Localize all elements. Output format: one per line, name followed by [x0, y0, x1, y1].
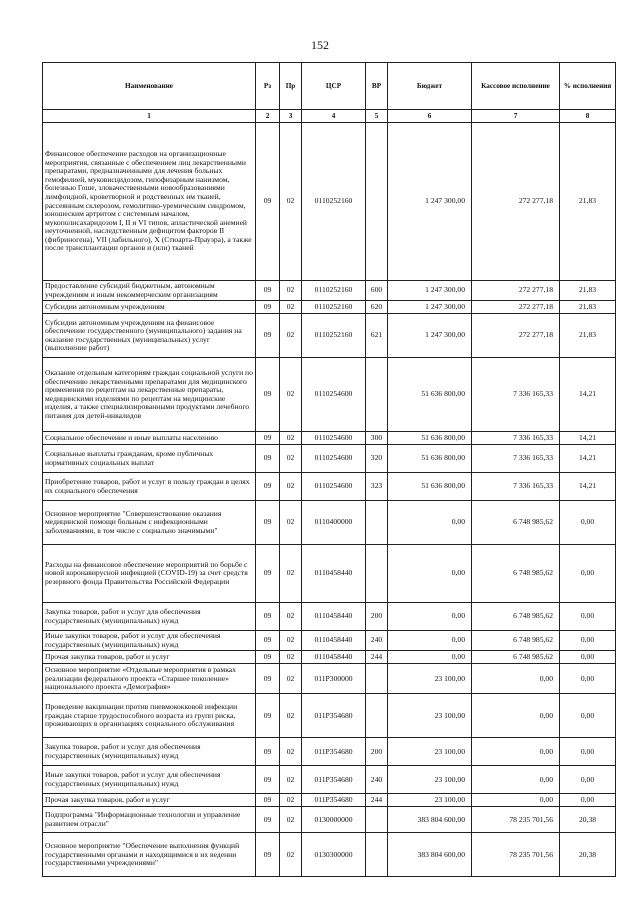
row-name: Закупка товаров, работ и услуг для обеспечения государственных (муниципальных) нужд: [43, 603, 256, 631]
row-target-article: 0110458440: [302, 603, 366, 631]
row-subsection: 02: [280, 358, 302, 432]
row-expense-type: 240: [366, 766, 388, 794]
row-subsection: 02: [280, 545, 302, 603]
row-budget: 0,00: [388, 651, 472, 664]
row-name: Приобретение товаров, работ и услуг в пользу граждан в целях их социального обеспечения: [43, 473, 256, 501]
row-subsection: 02: [280, 123, 302, 281]
row-cash-execution: 0,00: [472, 664, 560, 694]
row-name: Основное мероприятие "Обеспечение выполнения функций государственными органами и находящимися в их ведении государственными учреждениями": [43, 833, 256, 877]
column-number: 5: [366, 110, 388, 123]
row-name: Основное мероприятие "Совершенствование оказания медицинской помощи больным с инфекционными заболеваниями, в том числе с социально значимыми": [43, 501, 256, 545]
row-execution-percent: 21,83: [560, 301, 616, 314]
row-subsection: 02: [280, 651, 302, 664]
row-section: 09: [256, 631, 280, 651]
row-section: 09: [256, 473, 280, 501]
table-row: [43, 664, 616, 694]
row-execution-percent: 0,00: [560, 631, 616, 651]
table-row: [43, 432, 616, 445]
row-name: Подпрограмма "Информационные технологии и управление развитием отрасли": [43, 807, 256, 833]
row-execution-percent: 0,00: [560, 664, 616, 694]
column-number-row: [43, 110, 616, 123]
row-execution-percent: 21,83: [560, 281, 616, 301]
row-section: 09: [256, 807, 280, 833]
row-subsection: 02: [280, 833, 302, 877]
row-expense-type: [366, 501, 388, 545]
row-subsection: 02: [280, 766, 302, 794]
row-target-article: 0110254600: [302, 473, 366, 501]
row-expense-type: [366, 358, 388, 432]
page-number: 152: [311, 38, 329, 52]
row-budget: 23 100,00: [388, 694, 472, 738]
row-name: Субсидии автономным учреждениям на финансовое обеспечение государственного (муниципального) задания на оказание государственных (муниципальных) услуг (выполнение работ): [43, 314, 256, 358]
table-row: [43, 501, 616, 545]
table-row: [43, 738, 616, 766]
row-section: 09: [256, 738, 280, 766]
row-target-article: 0130000000: [302, 807, 366, 833]
column-number: 4: [302, 110, 366, 123]
table-row: [43, 603, 616, 631]
row-subsection: 02: [280, 281, 302, 301]
row-name: Прочая закупка товаров, работ и услуг: [43, 651, 256, 664]
header-budget: Бюджет: [388, 63, 472, 110]
row-expense-type: 320: [366, 445, 388, 473]
row-subsection: 02: [280, 807, 302, 833]
row-cash-execution: 272 277,18: [472, 301, 560, 314]
row-target-article: 0110252160: [302, 314, 366, 358]
table-row: [43, 833, 616, 877]
row-target-article: 0110254600: [302, 358, 366, 432]
row-cash-execution: 7 336 165,33: [472, 358, 560, 432]
row-cash-execution: 272 277,18: [472, 123, 560, 281]
row-target-article: 0110400000: [302, 501, 366, 545]
row-execution-percent: 0,00: [560, 651, 616, 664]
row-budget: 51 636 800,00: [388, 473, 472, 501]
row-target-article: 0110254600: [302, 432, 366, 445]
row-target-article: 0110252160: [302, 301, 366, 314]
table-row: [43, 445, 616, 473]
row-name: Субсидии автономным учреждениям: [43, 301, 256, 314]
row-expense-type: 200: [366, 603, 388, 631]
row-cash-execution: 272 277,18: [472, 314, 560, 358]
row-cash-execution: 0,00: [472, 766, 560, 794]
row-budget: 1 247 300,00: [388, 281, 472, 301]
column-number: 1: [43, 110, 256, 123]
table-row: [43, 314, 616, 358]
header-name: Наименование: [43, 63, 256, 110]
table-body: [43, 123, 616, 877]
row-subsection: 02: [280, 738, 302, 766]
table-row: [43, 766, 616, 794]
row-section: 09: [256, 545, 280, 603]
row-target-article: 011P354680: [302, 766, 366, 794]
row-budget: 51 636 800,00: [388, 358, 472, 432]
row-section: 09: [256, 301, 280, 314]
row-expense-type: [366, 833, 388, 877]
column-number: 6: [388, 110, 472, 123]
row-name: Оказание отдельным категориям граждан социальной услуги по обеспечению лекарственными препаратами для медицинского применения по рецептам на лекарственные препараты, медицинскими изделиями по рецептам на медицинские изделия, а также специализированными продуктами лечебного питания для детей-инвалидов: [43, 358, 256, 432]
row-section: 09: [256, 123, 280, 281]
row-budget: 0,00: [388, 631, 472, 651]
row-expense-type: 300: [366, 432, 388, 445]
row-cash-execution: 272 277,18: [472, 281, 560, 301]
row-execution-percent: 0,00: [560, 603, 616, 631]
row-subsection: 02: [280, 473, 302, 501]
row-subsection: 02: [280, 432, 302, 445]
row-name: Закупка товаров, работ и услуг для обеспечения государственных (муниципальных) нужд: [43, 738, 256, 766]
row-target-article: 0110252160: [302, 123, 366, 281]
row-execution-percent: 20,38: [560, 807, 616, 833]
row-cash-execution: 6 748 985,62: [472, 651, 560, 664]
column-number: 8: [560, 110, 616, 123]
row-cash-execution: 6 748 985,62: [472, 603, 560, 631]
row-name: Проведение вакцинации против пневмококковой инфекции граждан старше трудоспособного возраста из групп риска, проживающих в организациях социального обслуживания: [43, 694, 256, 738]
row-section: 09: [256, 432, 280, 445]
row-execution-percent: 0,00: [560, 766, 616, 794]
row-execution-percent: 0,00: [560, 501, 616, 545]
row-expense-type: [366, 807, 388, 833]
row-execution-percent: 14,21: [560, 432, 616, 445]
row-budget: 23 100,00: [388, 766, 472, 794]
row-name: Прочая закупка товаров, работ и услуг: [43, 794, 256, 807]
row-section: 09: [256, 694, 280, 738]
row-expense-type: [366, 545, 388, 603]
table-row: [43, 694, 616, 738]
row-budget: 1 247 300,00: [388, 314, 472, 358]
row-cash-execution: 6 748 985,62: [472, 501, 560, 545]
row-name: Социальные выплаты гражданам, кроме публичных нормативных социальных выплат: [43, 445, 256, 473]
budget-execution-table: [42, 62, 616, 877]
row-target-article: 0110458440: [302, 545, 366, 603]
row-target-article: 011P300000: [302, 664, 366, 694]
row-target-article: 0110252160: [302, 281, 366, 301]
row-expense-type: 323: [366, 473, 388, 501]
table-row: [43, 281, 616, 301]
row-subsection: 02: [280, 314, 302, 358]
row-execution-percent: 14,21: [560, 473, 616, 501]
header-row: [43, 63, 616, 110]
row-budget: 0,00: [388, 501, 472, 545]
row-section: 09: [256, 281, 280, 301]
row-cash-execution: 6 748 985,62: [472, 545, 560, 603]
table-row: [43, 301, 616, 314]
row-expense-type: 600: [366, 281, 388, 301]
row-budget: 23 100,00: [388, 738, 472, 766]
row-target-article: 011P354680: [302, 794, 366, 807]
table-row: [43, 123, 616, 281]
row-subsection: 02: [280, 664, 302, 694]
row-section: 09: [256, 794, 280, 807]
row-expense-type: 240: [366, 631, 388, 651]
column-number: 2: [256, 110, 280, 123]
header-csr: ЦСР: [302, 63, 366, 110]
row-expense-type: [366, 664, 388, 694]
row-execution-percent: 0,00: [560, 794, 616, 807]
row-execution-percent: 14,21: [560, 358, 616, 432]
row-budget: 0,00: [388, 603, 472, 631]
header-rz: Рз: [256, 63, 280, 110]
row-name: Социальное обеспечение и иные выплаты населению: [43, 432, 256, 445]
row-section: 09: [256, 766, 280, 794]
row-section: 09: [256, 445, 280, 473]
row-cash-execution: 0,00: [472, 694, 560, 738]
row-budget: 1 247 300,00: [388, 301, 472, 314]
row-budget: 0,00: [388, 545, 472, 603]
row-cash-execution: 78 235 701,56: [472, 833, 560, 877]
row-target-article: 0130300000: [302, 833, 366, 877]
header-execution-percent: % исполнения: [560, 63, 616, 110]
row-budget: 51 636 800,00: [388, 432, 472, 445]
row-execution-percent: 14,21: [560, 445, 616, 473]
row-cash-execution: 7 336 165,33: [472, 445, 560, 473]
row-subsection: 02: [280, 603, 302, 631]
row-section: 09: [256, 833, 280, 877]
row-section: 09: [256, 358, 280, 432]
row-budget: 383 804 600,00: [388, 807, 472, 833]
row-execution-percent: 20,38: [560, 833, 616, 877]
table-row: [43, 358, 616, 432]
row-name: Финансовое обеспечение расходов на организационные мероприятия, связанные с обеспечением лиц лекарственными препаратами, предназначенными для лечения больных гемофилией, муковисцидозом, гипофизарным нанизмом, болезнью Гоше, злокачественными новообразованиями лимфоидной, кроветворной и родственных им тканей, рассеянным склерозом, гемолитико-уремическим синдромом, юношеским артритом с системным началом, мукополисахаридозом I, II и VI типов, апластической анемией неуточненной, наследственным дефицитом факторов II (фибриногена), VII (лабильного), X (Стюарта-Прауэра), а также после трансплантации органов и (или) тканей: [43, 123, 256, 281]
row-cash-execution: 78 235 701,56: [472, 807, 560, 833]
row-budget: 23 100,00: [388, 664, 472, 694]
column-number: 7: [472, 110, 560, 123]
row-name: Иные закупки товаров, работ и услуг для обеспечения государственных (муниципальных) нужд: [43, 766, 256, 794]
row-expense-type: 244: [366, 794, 388, 807]
header-pr: Пр: [280, 63, 302, 110]
row-budget: 51 636 800,00: [388, 445, 472, 473]
table-row: [43, 473, 616, 501]
row-subsection: 02: [280, 794, 302, 807]
row-cash-execution: 0,00: [472, 738, 560, 766]
row-execution-percent: 21,83: [560, 314, 616, 358]
header-cash-execution: Кассовое исполнение: [472, 63, 560, 110]
row-expense-type: 244: [366, 651, 388, 664]
row-target-article: 011P354680: [302, 694, 366, 738]
row-cash-execution: 7 336 165,33: [472, 432, 560, 445]
row-target-article: 011P354680: [302, 738, 366, 766]
row-subsection: 02: [280, 301, 302, 314]
row-budget: 23 100,00: [388, 794, 472, 807]
row-section: 09: [256, 603, 280, 631]
column-number: 3: [280, 110, 302, 123]
row-expense-type: 620: [366, 301, 388, 314]
row-target-article: 0110458440: [302, 631, 366, 651]
table-row: [43, 651, 616, 664]
table-row: [43, 794, 616, 807]
table-row: [43, 545, 616, 603]
row-section: 09: [256, 314, 280, 358]
row-name: Расходы на финансовое обеспечение мероприятий по борьбе с новой коронавирусной инфекцией (COVID-19) за счет средств резервного фонда Правительства Российской Федерации: [43, 545, 256, 603]
row-cash-execution: 7 336 165,33: [472, 473, 560, 501]
row-execution-percent: 0,00: [560, 694, 616, 738]
row-budget: 1 247 300,00: [388, 123, 472, 281]
table-row: [43, 807, 616, 833]
row-subsection: 02: [280, 694, 302, 738]
table-row: [43, 631, 616, 651]
row-expense-type: [366, 694, 388, 738]
row-section: 09: [256, 501, 280, 545]
header-vr: ВР: [366, 63, 388, 110]
row-cash-execution: 0,00: [472, 794, 560, 807]
row-target-article: 0110458440: [302, 651, 366, 664]
row-expense-type: 621: [366, 314, 388, 358]
row-name: Иные закупки товаров, работ и услуг для обеспечения государственных (муниципальных) нужд: [43, 631, 256, 651]
row-subsection: 02: [280, 445, 302, 473]
row-name: Предоставление субсидий бюджетным, автономным учреждениям и иным некоммерческим организациям: [43, 281, 256, 301]
row-execution-percent: 21,83: [560, 123, 616, 281]
row-execution-percent: 0,00: [560, 738, 616, 766]
row-section: 09: [256, 651, 280, 664]
row-target-article: 0110254600: [302, 445, 366, 473]
row-budget: 383 804 600,00: [388, 833, 472, 877]
row-execution-percent: 0,00: [560, 545, 616, 603]
row-expense-type: [366, 123, 388, 281]
row-expense-type: 200: [366, 738, 388, 766]
row-subsection: 02: [280, 501, 302, 545]
row-name: Основное мероприятие «Отдельные мероприятия в рамках реализации федерального проекта «Старшее поколение» национального проекта «Демография»: [43, 664, 256, 694]
row-cash-execution: 6 748 985,62: [472, 631, 560, 651]
row-subsection: 02: [280, 631, 302, 651]
row-section: 09: [256, 664, 280, 694]
